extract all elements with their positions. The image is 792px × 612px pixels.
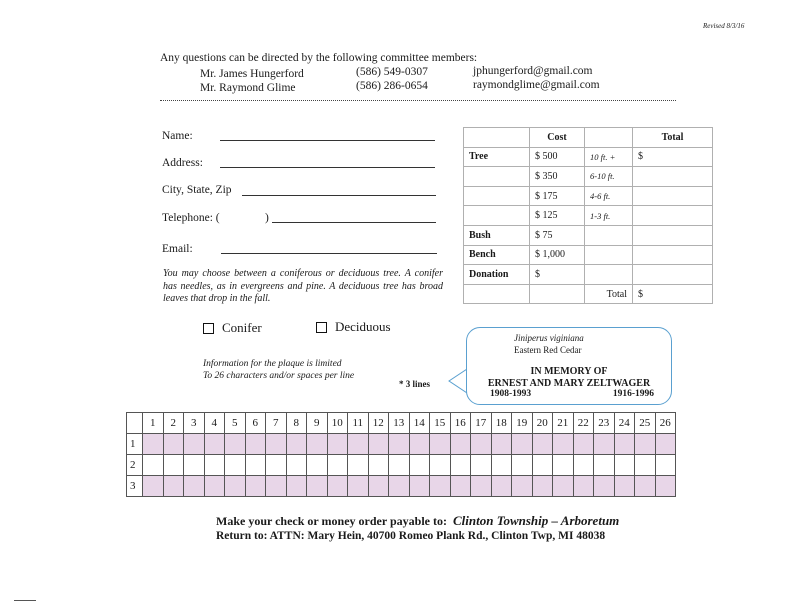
- cost-total[interactable]: [633, 167, 713, 187]
- cost-price: $: [530, 265, 585, 285]
- grid-character-cell[interactable]: [573, 434, 594, 455]
- city-state-zip-label: City, State, Zip: [162, 184, 232, 196]
- grid-character-cell[interactable]: [184, 434, 205, 455]
- cost-total[interactable]: [633, 186, 713, 206]
- plaque-info-line: To 26 characters and/or spaces per line: [203, 371, 355, 381]
- grid-character-cell[interactable]: [471, 434, 492, 455]
- grid-character-cell[interactable]: [573, 476, 594, 497]
- grid-character-cell[interactable]: [225, 476, 246, 497]
- cost-price: $ 75: [530, 225, 585, 245]
- grid-character-cell[interactable]: [184, 455, 205, 476]
- dotted-divider: [160, 100, 676, 101]
- plaque-info: [203, 358, 354, 382]
- grid-corner-cell: [127, 413, 143, 434]
- member-name: Mr. James Hungerford: [200, 68, 304, 80]
- grid-character-cell[interactable]: [430, 434, 451, 455]
- cost-total[interactable]: [633, 225, 713, 245]
- grid-character-cell[interactable]: [143, 434, 164, 455]
- grid-character-cell[interactable]: [614, 455, 635, 476]
- cost-size: [585, 225, 633, 245]
- grid-character-cell[interactable]: [635, 434, 656, 455]
- grid-character-cell[interactable]: [450, 455, 471, 476]
- grid-character-cell[interactable]: [163, 455, 184, 476]
- grid-character-cell[interactable]: [286, 476, 307, 497]
- city-state-zip-field[interactable]: [242, 195, 436, 196]
- grid-character-cell[interactable]: [655, 434, 676, 455]
- three-lines-note: * 3 lines: [399, 379, 431, 389]
- grid-character-cell[interactable]: [450, 434, 471, 455]
- grid-character-cell[interactable]: [163, 434, 184, 455]
- grid-character-cell[interactable]: [512, 476, 533, 497]
- cost-item: [464, 206, 530, 226]
- grid-character-cell[interactable]: [327, 476, 348, 497]
- example-years: [490, 389, 654, 399]
- cost-price: $ 1,000: [530, 245, 585, 265]
- grid-character-cell[interactable]: [512, 455, 533, 476]
- grid-column-number: 11: [348, 413, 369, 434]
- cost-size: 1-3 ft.: [585, 206, 633, 226]
- member-phone: (586) 549-0307: [356, 66, 428, 78]
- grid-character-cell[interactable]: [532, 476, 553, 497]
- grid-column-number: 21: [553, 413, 574, 434]
- grid-character-cell[interactable]: [635, 455, 656, 476]
- member-email: jphungerford@gmail.com: [473, 65, 593, 77]
- grid-column-number: 16: [450, 413, 471, 434]
- payable-label: Make your check or money order payable to:: [216, 514, 447, 528]
- grid-column-number: 6: [245, 413, 266, 434]
- grand-total-value[interactable]: $: [633, 284, 713, 304]
- grid-character-cell[interactable]: [573, 455, 594, 476]
- grid-character-cell[interactable]: [245, 434, 266, 455]
- member-name: Mr. Raymond Glime: [200, 82, 296, 94]
- grid-character-cell[interactable]: [307, 434, 328, 455]
- deciduous-option[interactable]: [316, 319, 391, 335]
- payable-line: [216, 513, 619, 529]
- cost-price: $ 125: [530, 206, 585, 226]
- grid-character-cell[interactable]: [348, 434, 369, 455]
- grid-character-cell[interactable]: [225, 434, 246, 455]
- grid-column-number: 8: [286, 413, 307, 434]
- grid-character-cell[interactable]: [553, 434, 574, 455]
- grid-character-cell[interactable]: [143, 455, 164, 476]
- grid-character-cell[interactable]: [389, 434, 410, 455]
- grid-character-cell[interactable]: [307, 455, 328, 476]
- grid-column-number: 2: [163, 413, 184, 434]
- grid-character-cell[interactable]: [471, 476, 492, 497]
- grid-character-cell[interactable]: [655, 455, 676, 476]
- grid-column-number: 18: [491, 413, 512, 434]
- grid-character-cell[interactable]: [450, 476, 471, 497]
- grid-character-cell[interactable]: [491, 476, 512, 497]
- grid-row-number: 1: [127, 434, 143, 455]
- conifer-label: Conifer: [222, 320, 262, 335]
- cost-total[interactable]: [633, 265, 713, 285]
- total-header: Total: [633, 128, 713, 148]
- cost-total[interactable]: [633, 245, 713, 265]
- grid-character-cell[interactable]: [204, 476, 225, 497]
- email-label: Email:: [162, 243, 193, 255]
- grid-character-cell[interactable]: [327, 434, 348, 455]
- grid-character-cell[interactable]: [594, 476, 615, 497]
- example-years-left: 1908-1993: [490, 389, 532, 399]
- grid-column-number: 25: [635, 413, 656, 434]
- grid-character-cell[interactable]: [389, 455, 410, 476]
- grid-character-cell[interactable]: [594, 434, 615, 455]
- grid-character-cell[interactable]: [532, 455, 553, 476]
- grid-character-cell[interactable]: [553, 455, 574, 476]
- example-years-right: 1916-1996: [612, 389, 654, 399]
- cost-price: $ 350: [530, 167, 585, 187]
- member-email: raymondglime@gmail.com: [473, 79, 600, 91]
- grid-row-number: 3: [127, 476, 143, 497]
- payable-to: Clinton Township – Arboretum: [452, 513, 620, 528]
- cost-size: 6-10 ft.: [585, 167, 633, 187]
- tree-choice-explanation: You may choose between a coniferous or deciduous tree. A conifer has needles, as in evergreens and pine. A deciduous tree has broad leaves that drop in the fall.: [163, 268, 443, 304]
- cost-size: [585, 245, 633, 265]
- grid-column-number: 9: [307, 413, 328, 434]
- grid-column-number: 24: [614, 413, 635, 434]
- grid-character-cell[interactable]: [266, 476, 287, 497]
- grid-character-cell[interactable]: [614, 434, 635, 455]
- cost-size: [585, 265, 633, 285]
- grid-column-number: 20: [532, 413, 553, 434]
- email-field[interactable]: [221, 253, 437, 254]
- grid-character-cell[interactable]: [389, 476, 410, 497]
- cost-total[interactable]: $: [633, 147, 713, 167]
- cost-total[interactable]: [633, 206, 713, 226]
- cost-item: Bench: [464, 245, 530, 265]
- example-latin-name: Jiniperus viginiana: [514, 333, 584, 343]
- grid-column-number: 19: [512, 413, 533, 434]
- grid-column-number: 26: [655, 413, 676, 434]
- grid-row: [127, 455, 676, 476]
- grid-character-cell[interactable]: [307, 476, 328, 497]
- grid-character-cell[interactable]: [491, 455, 512, 476]
- grid-column-number: 17: [471, 413, 492, 434]
- cost-item: Donation: [464, 265, 530, 285]
- grid-row: [127, 476, 676, 497]
- bubble-pointer: [447, 367, 467, 395]
- grid-character-cell[interactable]: [245, 455, 266, 476]
- cost-size: 10 ft. +: [585, 147, 633, 167]
- grid-column-number: 14: [409, 413, 430, 434]
- grid-character-cell[interactable]: [635, 476, 656, 497]
- grid-column-number: 10: [327, 413, 348, 434]
- grid-character-cell[interactable]: [286, 455, 307, 476]
- grid-column-number: 3: [184, 413, 205, 434]
- grid-character-cell[interactable]: [368, 476, 389, 497]
- member-phone: (586) 286-0654: [356, 80, 428, 92]
- cost-price: $ 500: [530, 147, 585, 167]
- grid-character-cell[interactable]: [614, 476, 635, 497]
- address-label: Address:: [162, 157, 203, 169]
- conifer-option[interactable]: [203, 320, 262, 336]
- name-field[interactable]: [220, 140, 435, 141]
- cost-total-row: [464, 284, 713, 304]
- cost-item: [464, 167, 530, 187]
- cost-item: [464, 186, 530, 206]
- plaque-character-grid: [126, 412, 676, 497]
- grid-column-number: 7: [266, 413, 287, 434]
- grid-character-cell[interactable]: [430, 455, 451, 476]
- grand-total-label: Total: [585, 284, 633, 304]
- grid-row-number: 2: [127, 455, 143, 476]
- cost-price: [530, 284, 585, 304]
- grid-character-cell[interactable]: [594, 455, 615, 476]
- grid-column-number: 4: [204, 413, 225, 434]
- grid-column-number: 5: [225, 413, 246, 434]
- cost-row: [464, 167, 713, 187]
- cost-size: 4-6 ft.: [585, 186, 633, 206]
- grid-column-number: 1: [143, 413, 164, 434]
- grid-character-cell[interactable]: [655, 476, 676, 497]
- committee-intro: Any questions can be directed by the following committee members:: [160, 52, 478, 64]
- grid-character-cell[interactable]: [245, 476, 266, 497]
- grid-character-cell[interactable]: [368, 455, 389, 476]
- telephone-label: Telephone: (: [162, 212, 220, 224]
- plaque-info-line: Information for the plaque is limited: [203, 359, 342, 369]
- grid-character-cell[interactable]: [348, 455, 369, 476]
- grid-character-cell[interactable]: [409, 434, 430, 455]
- cost-item: [464, 284, 530, 304]
- grid-character-cell[interactable]: [327, 455, 348, 476]
- grid-character-cell[interactable]: [409, 476, 430, 497]
- cost-table: [463, 127, 713, 304]
- grid-column-number: 12: [368, 413, 389, 434]
- address-field[interactable]: [220, 167, 435, 168]
- grid-character-cell[interactable]: [491, 434, 512, 455]
- grid-character-cell[interactable]: [184, 476, 205, 497]
- cost-item: Bush: [464, 225, 530, 245]
- grid-character-cell[interactable]: [143, 476, 164, 497]
- grid-character-cell[interactable]: [430, 476, 451, 497]
- cost-item: Tree: [464, 147, 530, 167]
- grid-character-cell[interactable]: [409, 455, 430, 476]
- grid-header-row: [127, 413, 676, 434]
- grid-row: [127, 434, 676, 455]
- cost-row: [464, 186, 713, 206]
- example-memory-line: ERNEST AND MARY ZELTWAGER: [487, 377, 651, 389]
- example-common-name: Eastern Red Cedar: [514, 345, 582, 355]
- cost-table-header: [464, 128, 713, 148]
- grid-character-cell[interactable]: [348, 476, 369, 497]
- grid-character-cell[interactable]: [225, 455, 246, 476]
- grid-column-number: 15: [430, 413, 451, 434]
- grid-character-cell[interactable]: [163, 476, 184, 497]
- cost-row: [464, 225, 713, 245]
- deciduous-label: Deciduous: [335, 319, 391, 334]
- grid-character-cell[interactable]: [266, 455, 287, 476]
- grid-character-cell[interactable]: [532, 434, 553, 455]
- example-memory-line: IN MEMORY OF: [530, 366, 608, 377]
- grid-character-cell[interactable]: [553, 476, 574, 497]
- cost-header: Cost: [530, 128, 585, 148]
- cost-row: [464, 245, 713, 265]
- grid-column-number: 22: [573, 413, 594, 434]
- example-memory-text: [477, 366, 661, 389]
- telephone-paren: ): [265, 212, 269, 224]
- grid-character-cell[interactable]: [471, 455, 492, 476]
- grid-character-cell[interactable]: [204, 434, 225, 455]
- grid-column-number: 13: [389, 413, 410, 434]
- cost-row: [464, 147, 713, 167]
- grid-character-cell[interactable]: [368, 434, 389, 455]
- conifer-checkbox[interactable]: [203, 323, 214, 334]
- return-address: Return to: ATTN: Mary Hein, 40700 Romeo Plank Rd., Clinton Twp, MI 48038: [216, 530, 606, 542]
- cost-row: [464, 265, 713, 285]
- grid-character-cell[interactable]: [512, 434, 533, 455]
- deciduous-checkbox[interactable]: [316, 322, 327, 333]
- grid-character-cell[interactable]: [204, 455, 225, 476]
- page-corner-mark: [14, 600, 36, 601]
- grid-column-number: 23: [594, 413, 615, 434]
- cost-price: $ 175: [530, 186, 585, 206]
- grid-character-cell[interactable]: [286, 434, 307, 455]
- grid-character-cell[interactable]: [266, 434, 287, 455]
- telephone-field[interactable]: [272, 222, 436, 223]
- revised-date: Revised 8/3/16: [703, 22, 745, 30]
- cost-row: [464, 206, 713, 226]
- name-label: Name:: [162, 130, 193, 142]
